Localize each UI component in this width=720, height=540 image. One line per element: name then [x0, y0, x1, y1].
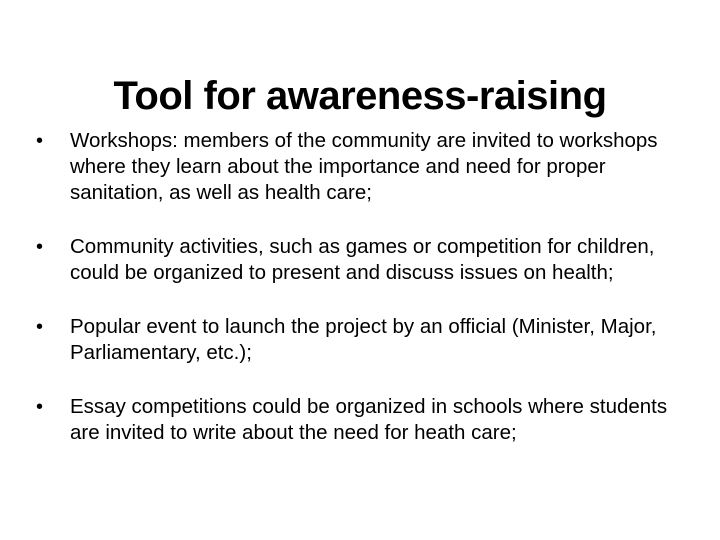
bullet-icon: • — [36, 396, 44, 418]
bullet-text: Popular event to launch the project by an official (Minister, Major, Parliamentary, etc.); — [70, 315, 657, 364]
bullet-icon: • — [36, 316, 44, 338]
bullet-list — [36, 128, 696, 446]
bullet-text: Essay competitions could be organized in schools where students are invited to write about the need for heath care; — [70, 395, 668, 444]
bullet-icon: • — [36, 130, 44, 152]
list-item — [36, 394, 696, 446]
bullet-text: Workshops: members of the community are invited to workshops where they learn about the importance and need for proper sanitation, as well as health care; — [70, 129, 658, 204]
bullet-text: Community activities, such as games or competition for children, could be organized to present and discuss issues on health; — [70, 235, 655, 284]
list-item — [36, 128, 696, 206]
slide-title: Tool for awareness-raising — [113, 73, 607, 118]
bullet-icon: • — [36, 236, 44, 258]
list-item — [36, 234, 696, 286]
list-item — [36, 314, 696, 366]
